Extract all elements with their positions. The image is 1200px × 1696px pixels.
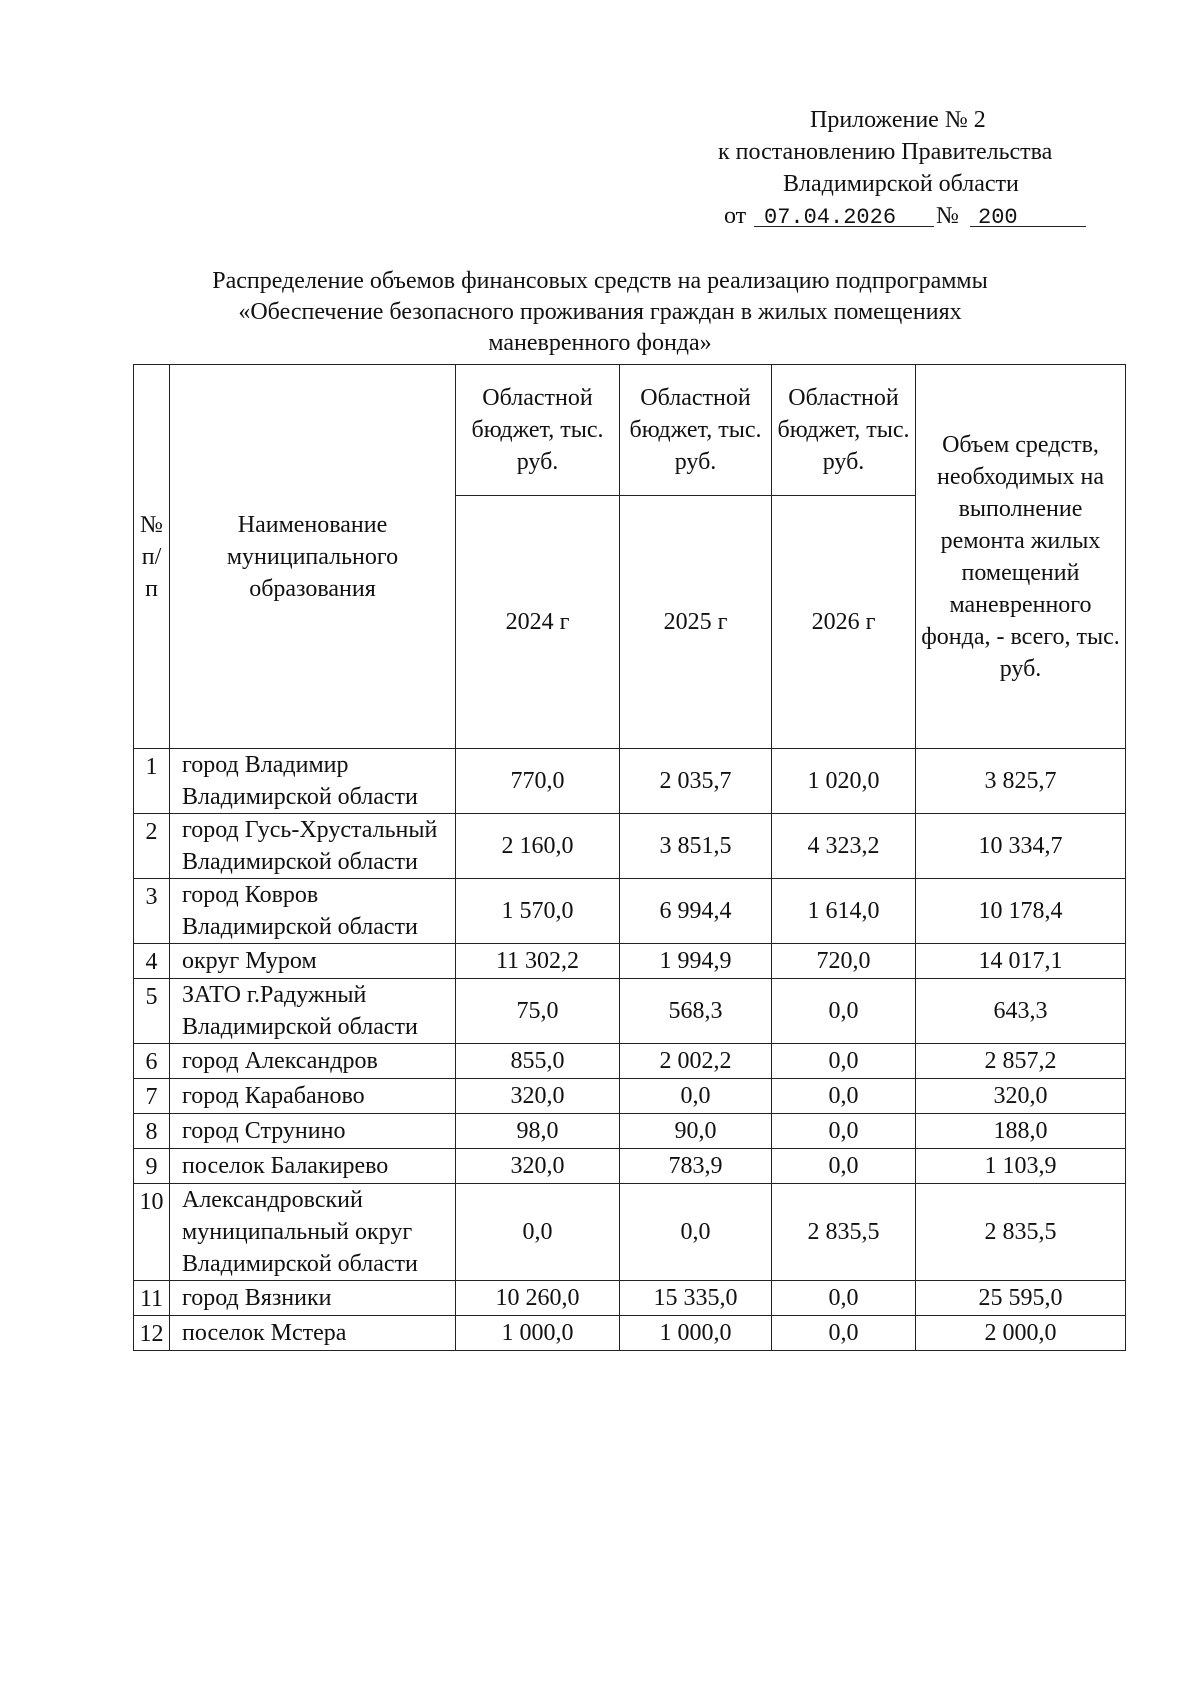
row-value-2026: 0,0 <box>772 1044 916 1079</box>
row-total: 188,0 <box>916 1114 1126 1149</box>
appendix-date-number-line <box>690 200 1120 234</box>
row-number: 5 <box>134 979 170 1044</box>
row-value-2026: 0,0 <box>772 979 916 1044</box>
row-value-2026: 2 835,5 <box>772 1184 916 1281</box>
row-value-2025: 15 335,0 <box>620 1281 772 1316</box>
table-row <box>134 749 1126 814</box>
row-total: 10 178,4 <box>916 879 1126 944</box>
row-value-2026: 0,0 <box>772 1114 916 1149</box>
header-year-2024: 2024 г <box>456 496 620 749</box>
row-municipality: поселок Мстера <box>170 1316 456 1351</box>
document-heading <box>130 266 1070 359</box>
row-value-2025: 6 994,4 <box>620 879 772 944</box>
table-row <box>134 979 1126 1044</box>
row-total: 2 835,5 <box>916 1184 1126 1281</box>
row-number: 11 <box>134 1281 170 1316</box>
date-prefix: от <box>724 203 747 229</box>
row-value-2026: 0,0 <box>772 1316 916 1351</box>
row-value-2026: 0,0 <box>772 1281 916 1316</box>
appendix-title: Приложение № 2 <box>810 107 986 133</box>
row-municipality: город Вязники <box>170 1281 456 1316</box>
date-value: 07.04.2026 <box>764 205 897 230</box>
appendix-resolution-line: к постановлению Правительства <box>718 139 1053 165</box>
row-municipality: город Гусь-Хрустальный Владимирской области <box>170 814 456 879</box>
header-year-2026: 2026 г <box>772 496 916 749</box>
row-total: 320,0 <box>916 1079 1126 1114</box>
row-value-2024: 0,0 <box>456 1184 620 1281</box>
row-value-2026: 1 614,0 <box>772 879 916 944</box>
table-body <box>134 749 1126 1351</box>
row-value-2026: 1 020,0 <box>772 749 916 814</box>
row-value-2025: 2 035,7 <box>620 749 772 814</box>
row-value-2024: 11 302,2 <box>456 944 620 979</box>
row-value-2025: 783,9 <box>620 1149 772 1184</box>
header-budget-2024: Областной бюджет, тыс. руб. <box>456 365 620 496</box>
number-prefix: № <box>936 203 959 229</box>
row-value-2026: 4 323,2 <box>772 814 916 879</box>
row-municipality: округ Муром <box>170 944 456 979</box>
row-value-2024: 75,0 <box>456 979 620 1044</box>
header-municipality: Наименование муниципального образования <box>170 365 456 749</box>
heading-line-1: Распределение объемов финансовых средств на реализацию подпрограммы <box>212 268 988 294</box>
row-value-2024: 98,0 <box>456 1114 620 1149</box>
row-municipality: город Владимир Владимирской области <box>170 749 456 814</box>
row-number: 3 <box>134 879 170 944</box>
row-value-2025: 3 851,5 <box>620 814 772 879</box>
row-number: 8 <box>134 1114 170 1149</box>
header-total: Объем средств, необходимых на выполнение ремонта жилых помещений маневренного фонда, - всего, тыс. руб. <box>916 365 1126 749</box>
row-number: 10 <box>134 1184 170 1281</box>
row-municipality: город Александров <box>170 1044 456 1079</box>
row-value-2024: 770,0 <box>456 749 620 814</box>
row-number: 6 <box>134 1044 170 1079</box>
header-budget-2025: Областной бюджет, тыс. руб. <box>620 365 772 496</box>
row-value-2025: 2 002,2 <box>620 1044 772 1079</box>
row-value-2024: 2 160,0 <box>456 814 620 879</box>
table-row <box>134 814 1126 879</box>
row-value-2025: 1 994,9 <box>620 944 772 979</box>
header-year-2025: 2025 г <box>620 496 772 749</box>
row-number: 9 <box>134 1149 170 1184</box>
row-total: 25 595,0 <box>916 1281 1126 1316</box>
row-value-2025: 0,0 <box>620 1184 772 1281</box>
row-number: 4 <box>134 944 170 979</box>
table-row <box>134 1316 1126 1351</box>
header-number: № п/п <box>134 365 170 749</box>
row-municipality: город Ковров Владимирской области <box>170 879 456 944</box>
row-municipality: Александровский муниципальный округ Владимирской области <box>170 1184 456 1281</box>
row-total: 2 000,0 <box>916 1316 1126 1351</box>
number-field <box>970 200 1086 230</box>
row-total: 3 825,7 <box>916 749 1126 814</box>
row-number: 2 <box>134 814 170 879</box>
table-row <box>134 1114 1126 1149</box>
header-budget-2026: Областной бюджет, тыс. руб. <box>772 365 916 496</box>
number-value: 200 <box>978 205 1018 230</box>
row-municipality: город Карабаново <box>170 1079 456 1114</box>
row-value-2025: 1 000,0 <box>620 1316 772 1351</box>
row-value-2025: 568,3 <box>620 979 772 1044</box>
row-total: 10 334,7 <box>916 814 1126 879</box>
appendix-block <box>690 104 1120 234</box>
heading-line-2: «Обеспечение безопасного проживания граждан в жилых помещениях <box>238 299 962 325</box>
table-row <box>134 944 1126 979</box>
table-row <box>134 879 1126 944</box>
row-municipality: ЗАТО г.Радужный Владимирской области <box>170 979 456 1044</box>
table-row <box>134 1079 1126 1114</box>
row-total: 14 017,1 <box>916 944 1126 979</box>
table-row <box>134 1281 1126 1316</box>
row-value-2024: 320,0 <box>456 1149 620 1184</box>
row-value-2024: 855,0 <box>456 1044 620 1079</box>
appendix-region-line: Владимирской области <box>783 171 1019 197</box>
row-number: 12 <box>134 1316 170 1351</box>
row-total: 2 857,2 <box>916 1044 1126 1079</box>
heading-line-3: маневренного фонда» <box>488 330 712 356</box>
row-value-2024: 10 260,0 <box>456 1281 620 1316</box>
row-value-2024: 1 570,0 <box>456 879 620 944</box>
row-value-2025: 0,0 <box>620 1079 772 1114</box>
row-value-2024: 1 000,0 <box>456 1316 620 1351</box>
row-value-2026: 0,0 <box>772 1079 916 1114</box>
table-row <box>134 1184 1126 1281</box>
row-number: 1 <box>134 749 170 814</box>
funding-table <box>133 364 1126 1351</box>
row-number: 7 <box>134 1079 170 1114</box>
table-row <box>134 1149 1126 1184</box>
row-value-2026: 720,0 <box>772 944 916 979</box>
row-value-2024: 320,0 <box>456 1079 620 1114</box>
date-field <box>754 200 934 230</box>
row-value-2026: 0,0 <box>772 1149 916 1184</box>
table-row <box>134 1044 1126 1079</box>
row-municipality: город Струнино <box>170 1114 456 1149</box>
row-value-2025: 90,0 <box>620 1114 772 1149</box>
row-total: 643,3 <box>916 979 1126 1044</box>
row-municipality: поселок Балакирево <box>170 1149 456 1184</box>
row-total: 1 103,9 <box>916 1149 1126 1184</box>
